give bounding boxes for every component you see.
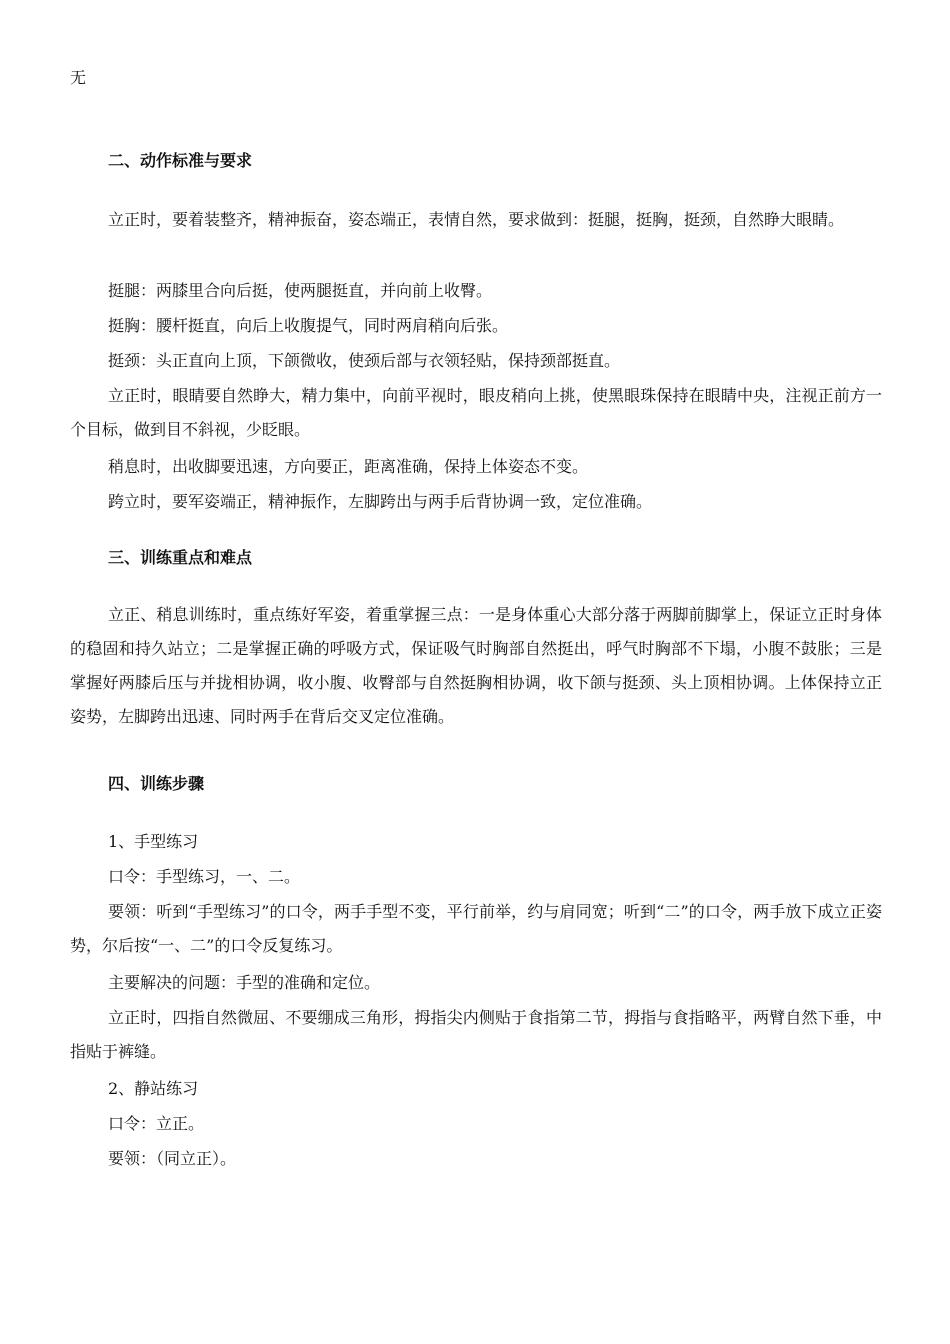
section-heading-key-points: 三、训练重点和难点 bbox=[108, 548, 253, 567]
paragraph-at-ease: 稍息时，出收脚要迅速，方向要正，距离准确，保持上体姿态不变。 bbox=[108, 457, 589, 476]
step1-essentials: 要领：听到“手型练习”的口令，两手手型不变，平行前举，约与肩同宽；听到“二”的口令，两手放下成立正姿势，尔后按“一、二”的口令反复练习。 bbox=[70, 902, 882, 955]
paragraph-straight-chest: 挺胸：腰杆挺直，向后上收腹提气，同时两肩稍向后张。 bbox=[108, 316, 509, 335]
paragraph-straight-legs: 挺腿：两膝里合向后挺，使两腿挺直，并向前上收臀。 bbox=[108, 281, 493, 300]
section-heading-standards: 二、动作标准与要求 bbox=[108, 151, 253, 170]
step2-command: 口令：立正。 bbox=[108, 1114, 205, 1133]
step1-problem: 主要解决的问题：手型的准确和定位。 bbox=[108, 973, 381, 992]
paragraph-standing-requirements: 立正时，要着装整齐，精神振奋，姿态端正，表情自然，要求做到：挺腿，挺胸，挺颈，自然睁大眼睛。 bbox=[108, 210, 845, 229]
paragraph-key-points: 立正、稍息训练时，重点练好军姿，着重掌握三点：一是身体重心大部分落于两脚前脚掌上，保证立正时身体的稳固和持久站立；二是掌握正确的呼吸方式，保证吸气时胸部自然挺出，呼气时胸部不下塌，小腹不鼓胀；三是掌握好两膝后压与并拢相协调，收小腹、收臀部与自然挺胸相协调，收下颌与挺颈、头上顶相协调。上体保持立正姿势，左脚跨出迅速、同时两手在背后交叉定位准确。 bbox=[70, 605, 882, 726]
step1-title: 1、手型练习 bbox=[108, 832, 199, 851]
step2-essentials: 要领：（同立正）。 bbox=[108, 1149, 237, 1168]
step1-detail: 立正时，四指自然微屈、不要绷成三角形，拇指尖内侧贴于食指第二节，拇指与食指略平，两臂自然下垂，中指贴于裤缝。 bbox=[70, 1008, 882, 1061]
section-heading-training-steps: 四、训练步骤 bbox=[108, 774, 205, 793]
paragraph-parade-rest: 跨立时，要军姿端正，精神振作，左脚跨出与两手后背协调一致，定位准确。 bbox=[108, 492, 653, 511]
paragraph-straight-neck: 挺颈：头正直向上顶，下颌微收，使颈后部与衣领轻贴，保持颈部挺直。 bbox=[108, 351, 621, 370]
step2-title: 2、静站练习 bbox=[108, 1079, 199, 1098]
top-text: 无 bbox=[70, 68, 87, 87]
step1-command: 口令：手型练习，一、二。 bbox=[108, 867, 301, 886]
paragraph-eyes: 立正时，眼睛要自然睁大，精力集中，向前平视时，眼皮稍向上挑，使黑眼珠保持在眼睛中央，注视正前方一个目标，做到目不斜视，少眨眼。 bbox=[70, 386, 882, 439]
